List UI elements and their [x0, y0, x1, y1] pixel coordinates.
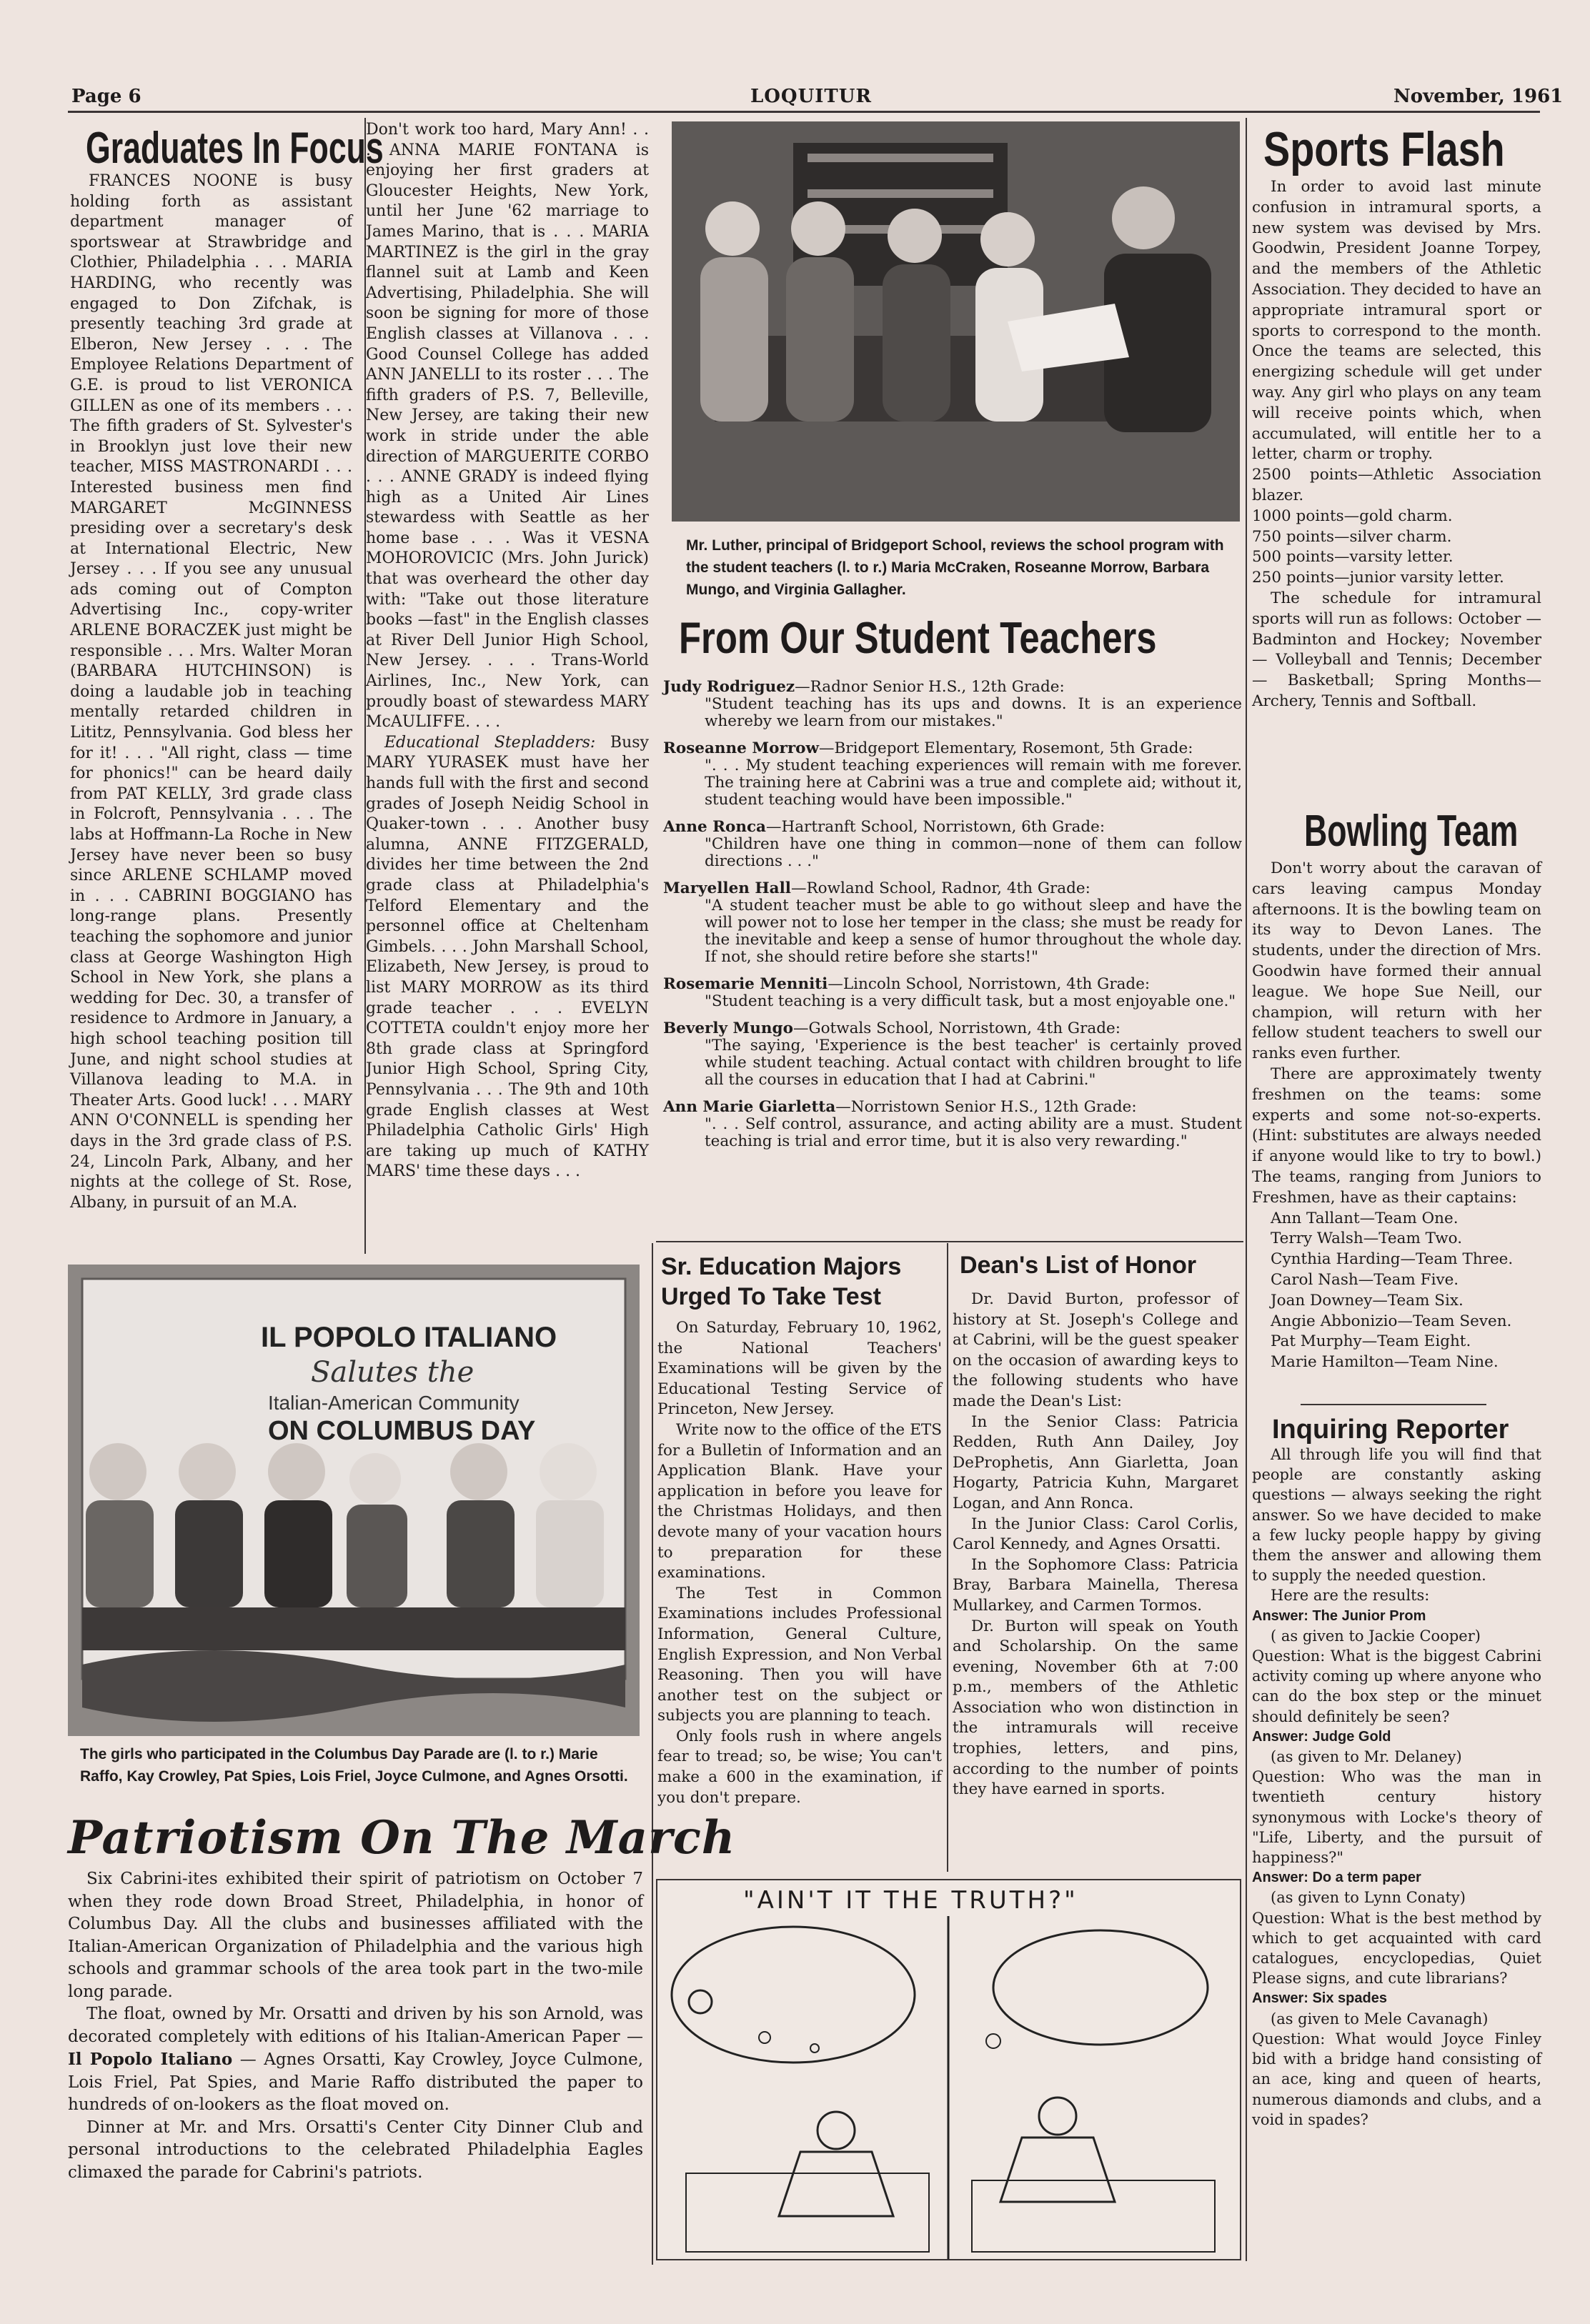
st-entry-school: —Norristown Senior H.S., 12th Grade:: [835, 1098, 1137, 1116]
reporter-question: Question: What is the best method by which to get acquainted with card catalogues, encyclopedias, Quiet Please signs, and cute librarians?: [1252, 1909, 1541, 1988]
patriotism-p3: Dinner at Mr. and Mrs. Orsatti's Center City Dinner Club and personal introductions to the celebrated Philadelphia Eagles climaxed the parade for Cabrini's patriots.: [68, 2118, 643, 2182]
st-entry-quote: "Children have one thing in common—none of them can follow directions . . .": [705, 835, 1242, 870]
st-entry-quote: ". . . Self control, assurance, and acting ability are a must. Student teaching is trial and error time, but it is also very rewarding.": [705, 1115, 1242, 1150]
deans-list-body: [953, 1290, 1238, 1800]
patriotism-p2a: The float, owned by Mr. Orsatti and driven by his son Arnold, was decorated completely with editions of his Italian-American Paper —: [68, 2005, 643, 2046]
st-entry: [663, 976, 1242, 1010]
deans-p5: Dr. Burton will speak on Youth and Scholarship. On the same evening, November 6th at 7:00 p.m., members of the Athletic Association who won distinction in the intramurals will receive trophies, letters, and pins, according to the number of points they have earned in sports.: [953, 1617, 1238, 1799]
st-entry: [663, 740, 1242, 809]
deans-p2: In the Senior Class: Patricia Redden, Ruth Ann Dailey, Joy DeProphetis, Ann Giarletta, Joan Hogarty, Patricia Kuhn, Margaret Logan, and Ann Ronca.: [953, 1412, 1238, 1512]
paper-name: LOQUITUR: [750, 86, 873, 107]
patriotism-title: Patriotism On The March: [68, 1811, 736, 1865]
sr-education-title-1: Sr. Education Majors: [661, 1253, 902, 1280]
reporter-answer: Answer: Six spades: [1252, 1990, 1387, 2007]
st-entry-school: —Lincoln School, Norristown, 4th Grade:: [828, 975, 1151, 993]
bowling-rule: [1301, 1404, 1486, 1405]
graduates-column-1: FRANCES NOONE is busy holding forth as assistant department manager of sportswear at Strawbridge and Clothier, Philadelphia . . . MARIA HARDING, who recently was engaged to Don Zifchak, is presently teaching 3rd grade at Elberon, New Jersey . . . The Employee Relations Department of G.E. is proud to list VERONICA GILLEN as one of its members . . . The fifth graders of St. Sylvester's in Brooklyn just love their new teacher, MISS MASTRONARDI . . . Interested business men find MARGARET McGINNESS presiding over a secretary's desk at International Electric, New Jersey . . . If you see any unusual ads coming out of Compton Advertising Inc., copy-writer ARLENE BORACZEK just might be responsible . . . Mrs. Walter Moran (BARBARA HUTCHINSON) is doing a laudable job in teaching mentally retarded children in Lititz, Pennsylvania. God bless her for it! . . . "All right, class — time for phonics!" can be heard daily from PAT KELLY, 3rd grade class in Folcroft, Pennsylvania . . . The labs at Hoffmann-La Roche in New Jersey have never been so busy since ARLENE SCHLAMP moved in . . . CABRINI BOGGIANO has long-range plans. Presently teaching the sophomore and junior class at George Washington High School in New York, she plans a wedding for Dec. 30, a transfer of residence to Ardmore in January, a high school teaching position till June, and night school studies at Villanova leading to M.A. in Theater Arts. Good luck! . . . MARY ANN O'CONNELL is spending her days in the 3rd grade class of P.S. 24, Lincoln Park, Albany, and her nights at the college of St. Rose, Albany, in pursuit of an M.A.: [70, 172, 352, 1212]
reporter-item: [1252, 1988, 1541, 2129]
reporter-p1: All through life you will find that people are constantly asking questions — always seeking the right answer. So we have decided to make a few lucky people happy by giving them the answer and allowing them to supply the needed question.: [1252, 1446, 1541, 1585]
top-photo-caption: Mr. Luther, principal of Bridgeport School, reviews the school program with the student teachers (l. to r.) Maria McCraken, Roseanne Morrow, Barbara Mungo, and Virginia Gallagher.: [686, 537, 1224, 598]
sr-education-body: [657, 1318, 942, 1808]
st-entry-name: Maryellen Hall: [663, 879, 791, 897]
inquiring-reporter-body: [1252, 1445, 1541, 2130]
st-entry: [663, 1099, 1242, 1150]
captain-item: Ann Tallant—Team One.: [1271, 1209, 1459, 1227]
st-entry: [663, 1020, 1242, 1089]
columbus-photo-caption: The girls who participated in the Columbus Day Parade are (l. to r.) Marie Raffo, Kay Crowley, Pat Spies, Lois Friel, Joyce Culmone, and Agnes Orsotti.: [80, 1746, 628, 1785]
reporter-question: Question: What is the biggest Cabrini activity coming up where anyone who can do the box step or the minuet should definitely be seen?: [1252, 1647, 1541, 1725]
captain-item: Joan Downey—Team Six.: [1271, 1291, 1464, 1310]
sports-flash-intro: In order to avoid last minute confusion in intramural sports, a new system was devised by Mrs. Goodwin, President Joanne Torpey, and the members of the Athletic Association. They decided to have an appropriate intramural sport or sports to correspond to the month. Once the teams are selected, this energizing schedule will get under way. Any girl who plays on any team will receive points which, when accumulated, will entitle her to a letter, charm or trophy.: [1252, 178, 1541, 464]
sports-point-item: 1000 points—gold charm.: [1252, 507, 1453, 525]
sr-education-title: [661, 1252, 901, 1312]
sports-point-item: 750 points—silver charm.: [1252, 527, 1452, 546]
patriotism-p2: [68, 2003, 643, 2117]
banner-line-1: IL POPOLO ITALIANO: [261, 1322, 557, 1353]
student-teachers-list: [663, 679, 1242, 1160]
st-entry-quote: "Student teaching has its ups and downs. It is an experience whereby we learn from our mistakes.": [705, 695, 1242, 730]
st-entry-school: —Gotwals School, Norristown, 4th Grade:: [792, 1019, 1121, 1037]
deans-list-title: Dean's List of Honor: [960, 1252, 1197, 1279]
reporter-given: (as given to Lynn Conaty): [1271, 1889, 1466, 1907]
sr-education-p3: The Test in Common Examinations includes Professional Information, General Culture, English Expression, and Non Verbal Reasoning. Then you will have another test on the subject or subjects you are planning to teach.: [657, 1584, 942, 1725]
st-entry-quote: "The saying, 'Experience is the best teacher' is certainly proved while student teaching. Actual contact with children brought to life all the courses in education that I had at Cabrini.": [705, 1037, 1242, 1089]
issue-date: November, 1961: [1393, 86, 1564, 107]
st-entry-school: —Hartranft School, Norristown, 6th Grade:: [765, 818, 1105, 836]
col-divider-3: [1246, 118, 1247, 2261]
captain-item: Carol Nash—Team Five.: [1271, 1270, 1459, 1289]
st-entry-school: —Radnor Senior H.S., 12th Grade:: [795, 678, 1065, 696]
captain-item: Cynthia Harding—Team Three.: [1271, 1250, 1514, 1269]
graduates-column-2: [366, 120, 649, 1182]
sr-education-title-2: Urged To Take Test: [661, 1283, 881, 1310]
st-entry-name: Judy Rodriguez: [663, 678, 795, 696]
deans-p4: In the Sophomore Class: Patricia Bray, Barbara Mainella, Theresa Mullarkey, and Carmen Tormos.: [953, 1555, 1238, 1615]
captain-item: Angie Abbonizio—Team Seven.: [1271, 1312, 1512, 1330]
captain-item: Terry Walsh—Team Two.: [1271, 1230, 1463, 1248]
sports-schedule: The schedule for intramural sports will run as follows: October — Badminton and Hockey; November — Volleyball and Tennis; December — Basketball; Spring Months—Archery, Tennis and Softball.: [1252, 589, 1541, 710]
st-entry-school: —Bridgeport Elementary, Rosemont, 5th Grade:: [819, 739, 1193, 757]
student-teachers-rule: [656, 1241, 1243, 1242]
reporter-item: [1252, 1727, 1541, 1867]
bowling-p2: There are approximately twenty freshmen on the teams: some experts and some not-so-experts. (Hint: substitutes are always needed if anyone would like to try to bowl.) The teams, ranging from Juniors to Freshmen, have as their captains:: [1252, 1064, 1541, 1207]
sports-point-item: 500 points—varsity letter.: [1252, 548, 1454, 567]
cartoon-title: "AIN'T IT THE TRUTH?": [743, 1886, 1078, 1915]
reporter-item: [1252, 1606, 1541, 1727]
reporter-given: (as given to Mr. Delaney): [1271, 1748, 1462, 1766]
patriotism-p2c: — Agnes Orsatti, Kay Crowley, Joyce Culmone, Lois Friel, Pat Spies, and Marie Raffo distributed the paper to hundreds of on-lookers as the float moved on.: [68, 2050, 644, 2114]
sports-flash-body: [1252, 177, 1541, 712]
columbus-day-photo: [68, 1265, 640, 1736]
banner-line-3: Italian-American Community: [268, 1392, 520, 1414]
st-entry-name: Roseanne Morrow: [663, 739, 819, 757]
reporter-answer: Answer: Do a term paper: [1252, 1870, 1421, 1886]
reporter-question: Question: Who was the man in twentieth century history synonymous with Locke's theory of "Life, Liberty, and the pursuit of happiness?": [1252, 1768, 1541, 1867]
banner-line-2: Salutes the: [311, 1356, 474, 1389]
reporter-answer: Answer: The Junior Prom: [1252, 1607, 1426, 1624]
col-divider-2: [652, 1243, 653, 2265]
st-entry-name: Anne Ronca: [663, 818, 766, 836]
stepladders-text: Busy MARY YURASEK must have her hands full with the first and second grades of Joseph Neidig School in Quaker-town . . . Another busy alumna, ANNE FITZGERALD, divides her time between the 2nd grade class at Philadelphia's Telford Elementary and the personnel office at Cheltenham Gimbels. . . . John Marshall School, Elizabeth, New Jersey, is proud to list MARY MORROW as its third grade teacher . . . EVELYN COTTETA couldn't enjoy more her 8th grade class at Springford Junior High School, Spring City, Pennsylvania . . . The 9th and 10th grade English classes at West Philadelphia Catholic Girls' High are taking up much of KATHY MARS' time these days . . .: [366, 733, 649, 1181]
st-entry: [663, 819, 1242, 870]
masthead-rule: [68, 111, 1540, 113]
st-entry-school: —Rowland School, Radnor, 4th Grade:: [790, 879, 1090, 897]
student-teachers-photo: [672, 121, 1240, 522]
photo-illustration: [672, 121, 1240, 522]
cartoon-drawing: [657, 1916, 1240, 2259]
st-entry-name: Beverly Mungo: [663, 1019, 793, 1037]
bowling-captains: [1252, 1209, 1541, 1373]
st-entry-quote: "A student teacher must be able to go without sleep and have the will power not to lose her temper in the class; she must be ready for the inevitable and keep a sense of humor throughout the whole day. If not, she should retire before she starts!": [705, 897, 1242, 966]
col-divider-4: [947, 1243, 948, 1872]
graduates-title: Graduates In Focus: [86, 124, 384, 173]
bowling-p1: Don't worry about the caravan of cars leaving campus Monday afternoons. It is the bowling team on its way to Devon Lanes. The students, under the direction of Mrs. Goodwin have formed their annual league. We hope Sue Neill, our champion, will return with her fellow student teachers to swell our ranks even further.: [1252, 859, 1541, 1063]
banner-line-4: ON COLUMBUS DAY: [268, 1416, 536, 1446]
reporter-answer: Answer: Judge Gold: [1252, 1728, 1391, 1745]
st-entry-name: Rosemarie Menniti: [663, 975, 828, 993]
cartoon: [656, 1879, 1241, 2260]
st-entry-name: Ann Marie Giarletta: [663, 1098, 836, 1116]
st-entry: [663, 679, 1242, 730]
sports-point-item: 250 points—junior varsity letter.: [1252, 569, 1504, 587]
captain-item: Pat Murphy—Team Eight.: [1271, 1332, 1471, 1351]
sr-education-p2: Write now to the office of the ETS for a Bulletin of Information and an Application Blank. Have your application in before you leave for the Christmas Holidays, and then devote many of your vacation hours to preparation for these examinations.: [657, 1420, 942, 1582]
bowling-team-body: [1252, 859, 1541, 1373]
graduates-col2-stepladders: [366, 733, 649, 1182]
reporter-given: (as given to Mele Cavanagh): [1271, 2010, 1489, 2028]
captain-item: Marie Hamilton—Team Nine.: [1271, 1353, 1499, 1372]
deans-p1: Dr. David Burton, professor of history at St. Joseph's College and at Cabrini, will be the guest speaker on the occasion of awarding keys to the following students who have made the Dean's List:: [953, 1290, 1238, 1410]
deans-p3: In the Junior Class: Carol Corlis, Carol Kennedy, and Agnes Orsatti.: [953, 1515, 1238, 1554]
reporter-p2: Here are the results:: [1271, 1587, 1430, 1605]
st-entry-quote: ". . . My student teaching experiences will remain with me forever. The training here at Cabrini was a true and complete aid; without it, student teaching would have been impossible.": [705, 757, 1242, 809]
bowling-team-title: Bowling Team: [1304, 807, 1519, 856]
sr-education-p1: On Saturday, February 10, 1962, the National Teachers' Examinations will be given by the Educational Testing Service of Princeton, New Jersey.: [657, 1319, 942, 1419]
reporter-item: [1252, 1867, 1541, 1988]
graduates-col2-text: Don't work too hard, Mary Ann! . . . ANNA MARIE FONTANA is enjoying her first graders at Gloucester Heights, New York, until her June '62 marriage to James Marino, that is . . . MARIA MARTINEZ is the girl in the gray flannel suit at Lamb and Keen Advertising, Philadelphia. She will soon be signing for more of those English classes at Villanova . . . Good Counsel College has added ANN JANELLI to its roster . . . The fifth graders of P.S. 7, Belleville, New Jersey, are taking their new work in stride under the able direction of MARGUERITE CORBO . . . ANNE GRADY is indeed flying high as a United Air Lines stewardess with Seattle as her home base . . . Was it VESNA MOHOROVICIC (Mrs. John Jurick) that was overheard the other day with: "Take out those literature books —fast" in the English classes at River Dell Junior High School, New Jersey. . . . Trans-World Airlines, Inc., New York, can proudly boast of stewardess MARY McAULIFFE. . . .: [366, 121, 649, 732]
paper-title: Il Popolo Italiano: [68, 2050, 233, 2069]
sports-flash-title: Sports Flash: [1263, 122, 1505, 176]
sports-point-item: 2500 points—Athletic Association blazer.: [1252, 466, 1541, 504]
stepladders-lead: Educational Stepladders:: [384, 733, 596, 752]
patriotism-p1: Six Cabrini-ites exhibited their spirit of patriotism on October 7 when they rode down Broad Street, Philadelphia, in honor of Columbus Day. All the clubs and businesses affiliated with the Italian-American Organization of Philadelphia and the various high schools and grammar schools of the area took part in the two-mile long parade.: [68, 1870, 643, 2001]
st-entry-quote: "Student teaching is a very difficult task, but a most enjoyable one.": [705, 992, 1236, 1010]
sr-education-p4: Only fools rush in where angels fear to tread; so, be wise; You can't make a 600 in the examination, if you don't prepare.: [657, 1727, 942, 1807]
student-teachers-title: From Our Student Teachers: [679, 614, 1157, 663]
inquiring-reporter-title: Inquiring Reporter: [1272, 1415, 1509, 1445]
reporter-given: ( as given to Jackie Cooper): [1271, 1627, 1481, 1645]
st-entry: [663, 880, 1242, 966]
reporter-question: Question: What would Joyce Finley bid with a bridge hand consisting of an ace, king and queen of hearts, numerous diamonds and clubs, and a void in spades?: [1252, 2030, 1541, 2128]
page-number: Page 6: [71, 86, 141, 107]
patriotism-body: [68, 1868, 643, 2184]
